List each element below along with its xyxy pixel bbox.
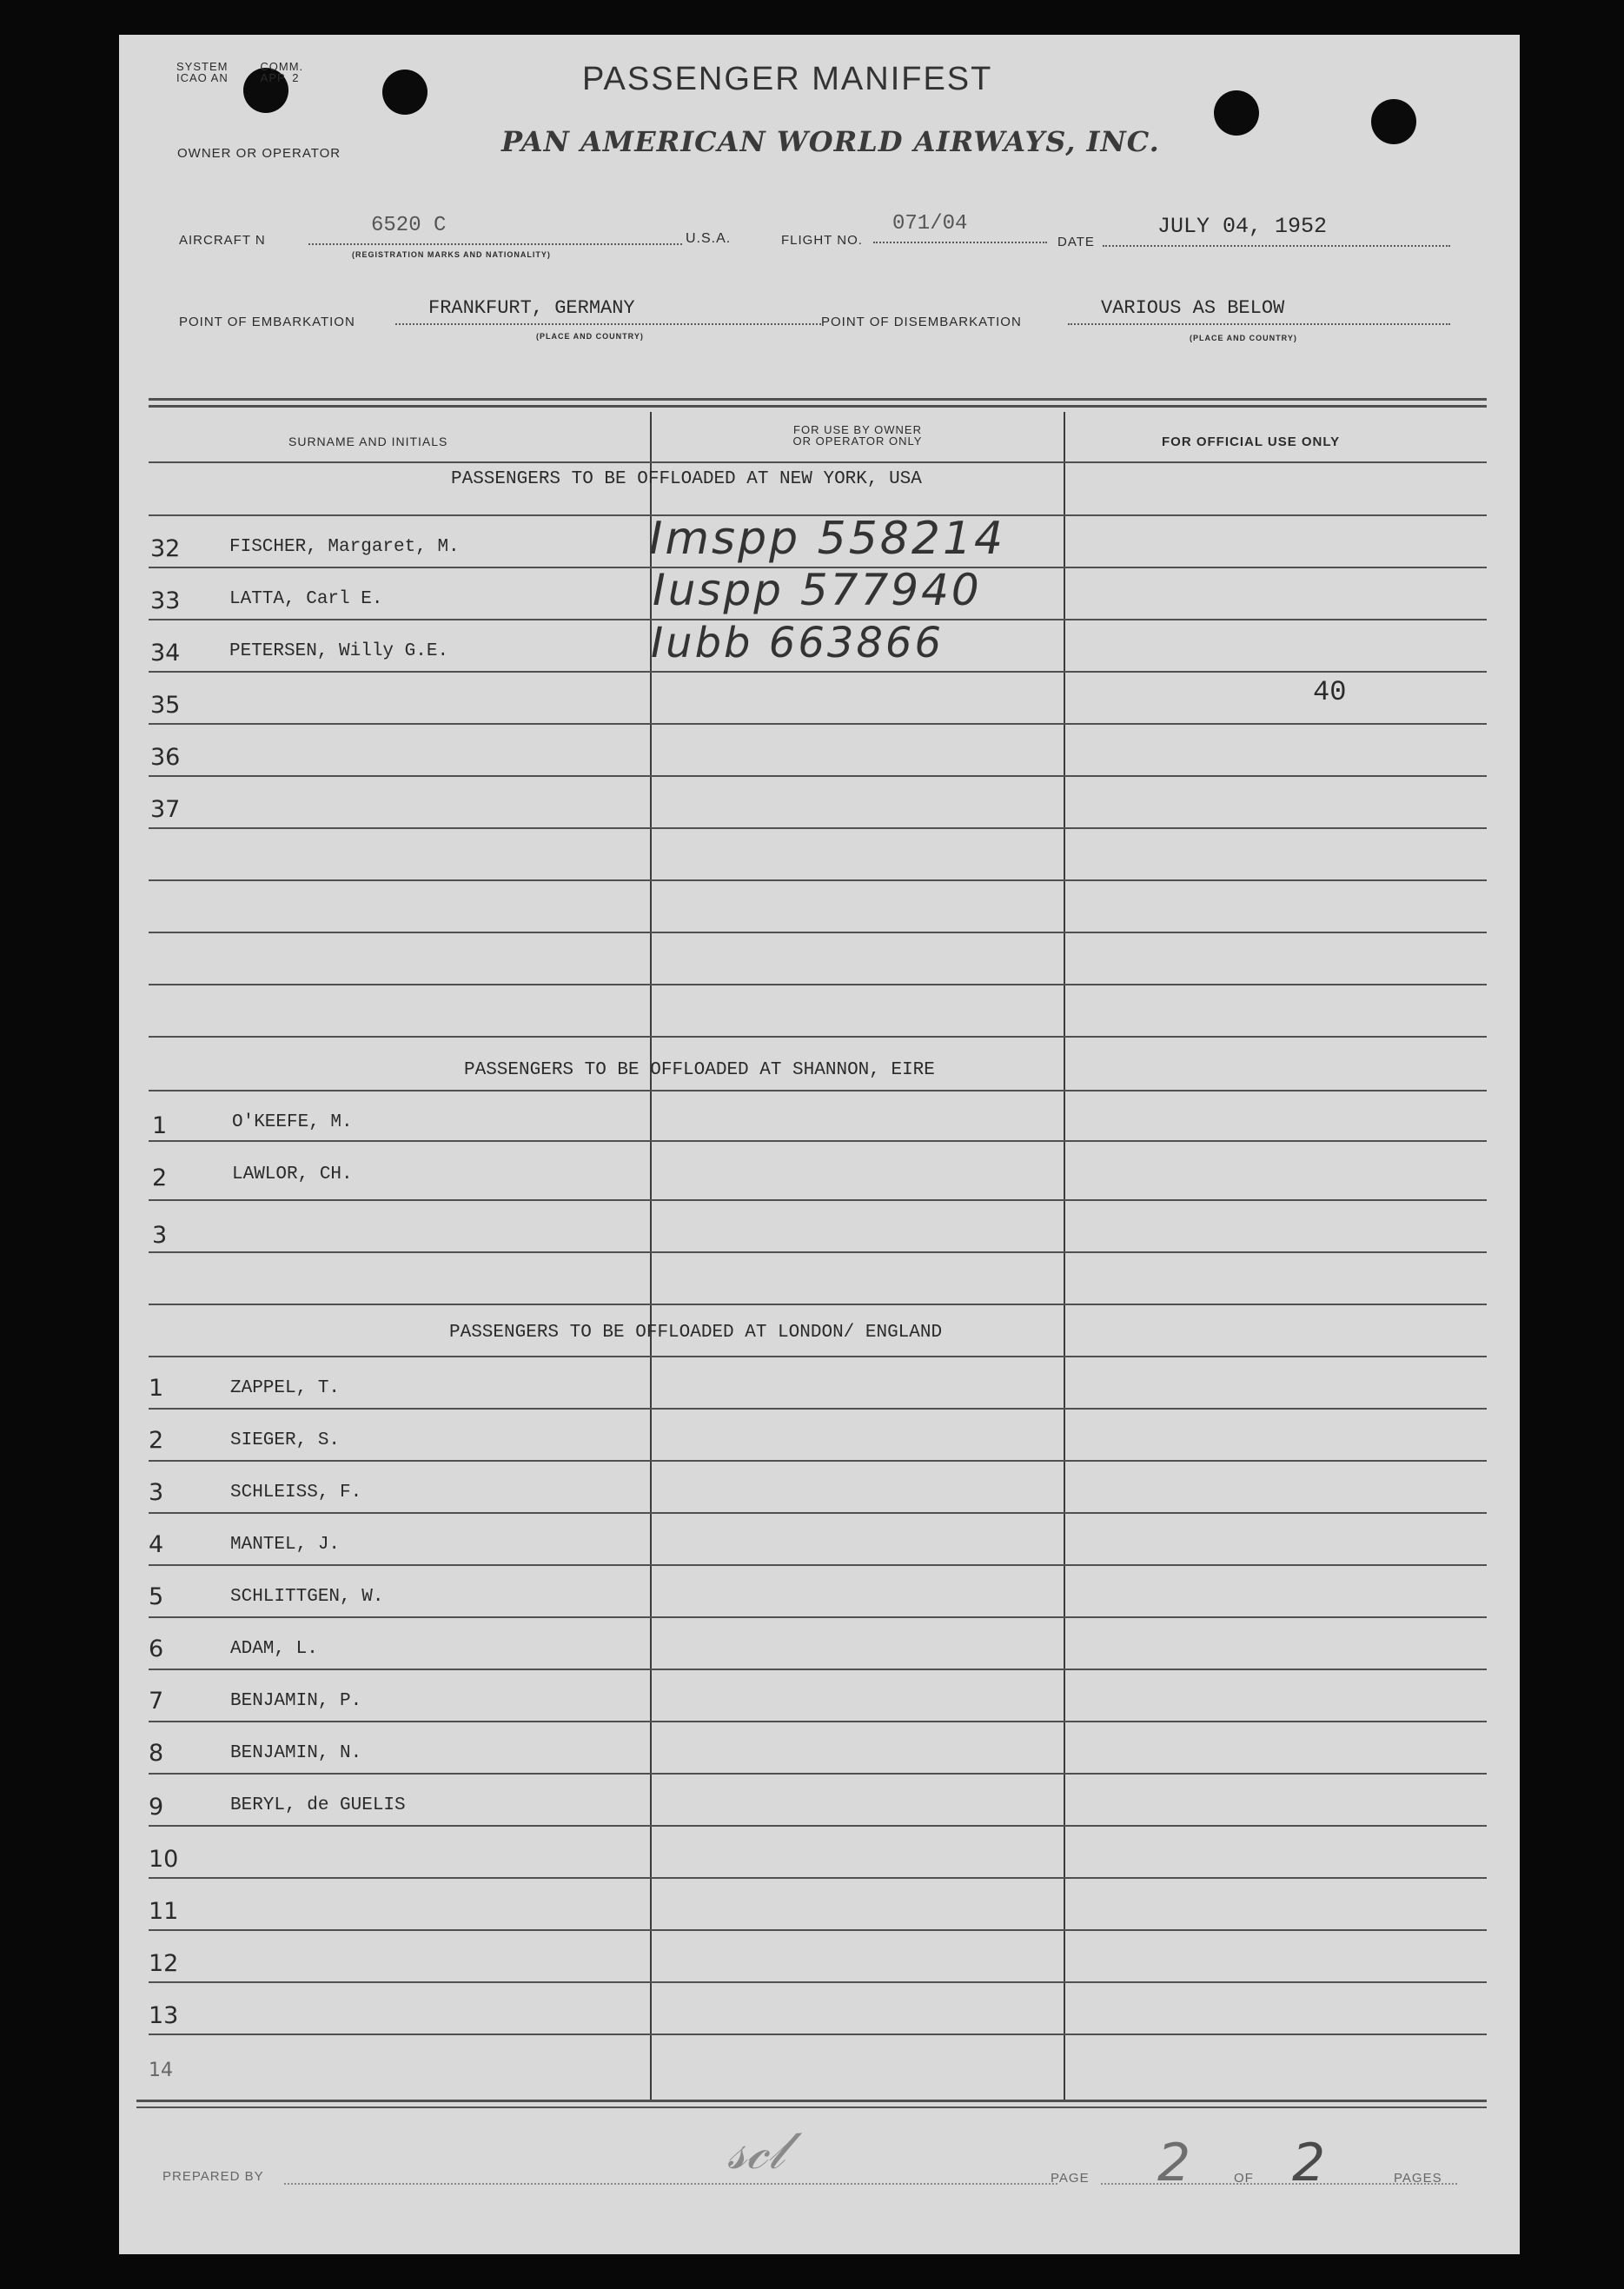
row-number: 34 bbox=[150, 640, 181, 667]
owner-name: PAN AMERICAN WORLD AIRWAYS, INC. bbox=[501, 125, 1160, 158]
row-rule bbox=[149, 1036, 1487, 1038]
row-number: 2 bbox=[152, 1164, 168, 1191]
passenger-name: FISCHER, Margaret, M. bbox=[229, 537, 460, 557]
embark-label: POINT OF EMBARKATION bbox=[179, 315, 355, 329]
row-rule bbox=[149, 827, 1487, 829]
prepared-signature: 𝓈𝒸𝓁 bbox=[727, 2120, 785, 2181]
header-owner-use-line1: FOR USE BY OWNER bbox=[793, 423, 922, 436]
embark-value: FRANKFURT, GERMANY bbox=[428, 297, 635, 319]
row-number: 32 bbox=[150, 535, 181, 562]
disembark-underline bbox=[1068, 323, 1450, 326]
disembark-value: VARIOUS AS BELOW bbox=[1101, 297, 1285, 319]
row-rule bbox=[149, 723, 1487, 725]
page-value: 2 bbox=[1157, 2133, 1191, 2193]
passenger-name: SCHLEISS, F. bbox=[230, 1483, 362, 1503]
owner-label: OWNER OR OPERATOR bbox=[177, 146, 341, 161]
disembark-label: POINT OF DISEMBARKATION bbox=[821, 315, 1022, 329]
row-number: 9 bbox=[149, 1794, 164, 1821]
row-number: 35 bbox=[150, 692, 181, 719]
form-ref-line4: APP. 2 bbox=[260, 71, 300, 84]
row-number: 33 bbox=[150, 587, 181, 614]
row-number: 7 bbox=[149, 1688, 164, 1715]
passenger-name: SIEGER, S. bbox=[230, 1430, 341, 1450]
passenger-name: BERYL, de GUELIS bbox=[230, 1795, 406, 1815]
row-number: 11 bbox=[149, 1898, 179, 1925]
date-underline bbox=[1103, 245, 1450, 248]
flight-value: 071/04 bbox=[892, 212, 968, 236]
row-number: 2 bbox=[149, 1427, 164, 1454]
punch-hole bbox=[1214, 90, 1259, 136]
embark-sub: (PLACE AND COUNTRY) bbox=[536, 332, 644, 341]
row-rule bbox=[149, 1460, 1487, 1462]
row-rule bbox=[149, 1090, 1487, 1091]
row-rule bbox=[149, 775, 1487, 777]
section-heading-london: PASSENGERS TO BE OFFLOADED AT LONDON/ ENGLAND bbox=[449, 1323, 943, 1343]
punch-hole bbox=[1371, 99, 1416, 144]
form-ref-line3: ICAO AN bbox=[176, 71, 229, 84]
aircraft-underline bbox=[308, 243, 682, 246]
passenger-name: ADAM, L. bbox=[230, 1639, 318, 1659]
header-owner-use bbox=[719, 424, 997, 447]
passenger-name: LATTA, Carl E. bbox=[229, 589, 383, 609]
row-rule bbox=[149, 1825, 1487, 1827]
row-number: 3 bbox=[149, 1479, 164, 1506]
row-rule bbox=[149, 1981, 1487, 1983]
form-reference bbox=[176, 61, 303, 83]
passenger-name: BENJAMIN, N. bbox=[230, 1743, 362, 1763]
row-rule bbox=[149, 879, 1487, 881]
aircraft-label: AIRCRAFT N bbox=[179, 233, 266, 248]
of-value: 2 bbox=[1292, 2133, 1326, 2193]
row-number: 4 bbox=[149, 1531, 164, 1558]
row-rule bbox=[149, 2034, 1487, 2035]
aircraft-sub: (REGISTRATION MARKS AND NATIONALITY) bbox=[352, 250, 551, 259]
section-heading-new-york: PASSENGERS TO BE OFFLOADED AT NEW YORK, USA bbox=[451, 469, 922, 489]
row-number: 1 bbox=[152, 1112, 168, 1139]
page-label: PAGE bbox=[1051, 2171, 1090, 2186]
row-number: 12 bbox=[149, 1950, 179, 1977]
row-rule bbox=[149, 671, 1487, 673]
row-rule bbox=[149, 1877, 1487, 1879]
table-top-rule bbox=[149, 398, 1487, 401]
manifest-sheet bbox=[119, 35, 1520, 2254]
passenger-name: PETERSEN, Willy G.E. bbox=[229, 641, 449, 661]
date-label: DATE bbox=[1057, 235, 1095, 249]
row-rule bbox=[149, 1251, 1487, 1253]
owner-code: Iubb 663866 bbox=[651, 619, 945, 667]
table-bottom-rule-2 bbox=[136, 2107, 1487, 2108]
row-rule bbox=[149, 1773, 1487, 1775]
passenger-name: BENJAMIN, P. bbox=[230, 1691, 362, 1711]
column-divider-2 bbox=[1064, 412, 1065, 2100]
row-rule bbox=[149, 1512, 1487, 1514]
disembark-sub: (PLACE AND COUNTRY) bbox=[1190, 334, 1297, 342]
header-surname: SURNAME AND INITIALS bbox=[288, 435, 448, 448]
passenger-name: LAWLOR, CH. bbox=[232, 1164, 353, 1184]
row-number: 5 bbox=[149, 1583, 164, 1610]
header-official: FOR OFFICIAL USE ONLY bbox=[1162, 435, 1341, 449]
row-number: 36 bbox=[150, 744, 181, 771]
row-number: 37 bbox=[150, 796, 181, 823]
of-label: OF bbox=[1234, 2171, 1254, 2186]
pages-label: PAGES bbox=[1394, 2171, 1442, 2186]
usa-label: U.S.A. bbox=[686, 231, 732, 246]
row-rule bbox=[149, 1408, 1487, 1410]
row-rule bbox=[149, 1929, 1487, 1931]
flight-label: FLIGHT NO. bbox=[781, 233, 863, 248]
form-ref-line2: COMM. bbox=[260, 60, 304, 73]
row-number: 13 bbox=[149, 2002, 179, 2029]
page-title: PASSENGER MANIFEST bbox=[582, 61, 993, 97]
row-rule bbox=[149, 932, 1487, 933]
header-owner-use-line2: OR OPERATOR ONLY bbox=[792, 435, 923, 448]
prepared-label: PREPARED BY bbox=[162, 2169, 264, 2184]
passenger-name: MANTEL, J. bbox=[230, 1535, 341, 1555]
flight-underline bbox=[873, 242, 1047, 244]
table-bottom-rule bbox=[136, 2100, 1487, 2102]
row-number: 1 bbox=[149, 1375, 164, 1402]
passenger-name: O'KEEFE, M. bbox=[232, 1112, 353, 1132]
official-note: 40 bbox=[1313, 676, 1347, 708]
form-ref-line1: SYSTEM bbox=[176, 60, 229, 73]
row-number: 6 bbox=[149, 1635, 164, 1662]
row-rule bbox=[149, 1140, 1487, 1142]
owner-code: Iuspp 577940 bbox=[653, 565, 982, 615]
row-number: 3 bbox=[152, 1222, 168, 1249]
row-rule bbox=[149, 1669, 1487, 1670]
embark-underline bbox=[395, 323, 821, 326]
row-rule bbox=[149, 1564, 1487, 1566]
header-rule bbox=[149, 461, 1487, 463]
owner-code: Imspp 558214 bbox=[649, 513, 1006, 565]
passenger-name: ZAPPEL, T. bbox=[230, 1378, 341, 1398]
row-rule bbox=[149, 1721, 1487, 1722]
aircraft-value: 6520 C bbox=[371, 214, 447, 237]
row-rule bbox=[149, 984, 1487, 985]
prepared-underline bbox=[284, 2183, 1057, 2186]
date-value: JULY 04, 1952 bbox=[1157, 214, 1328, 239]
row-rule bbox=[149, 1356, 1487, 1357]
section-heading-shannon: PASSENGERS TO BE OFFLOADED AT SHANNON, EIRE bbox=[464, 1060, 935, 1080]
passenger-name: SCHLITTGEN, W. bbox=[230, 1587, 384, 1607]
row-rule bbox=[149, 1304, 1487, 1305]
row-number: 14 bbox=[149, 2060, 173, 2081]
row-rule bbox=[149, 1199, 1487, 1201]
row-number: 10 bbox=[149, 1846, 179, 1873]
row-rule bbox=[149, 1616, 1487, 1618]
row-number: 8 bbox=[149, 1740, 164, 1767]
punch-hole bbox=[382, 70, 428, 115]
table-top-rule-2 bbox=[149, 405, 1487, 408]
